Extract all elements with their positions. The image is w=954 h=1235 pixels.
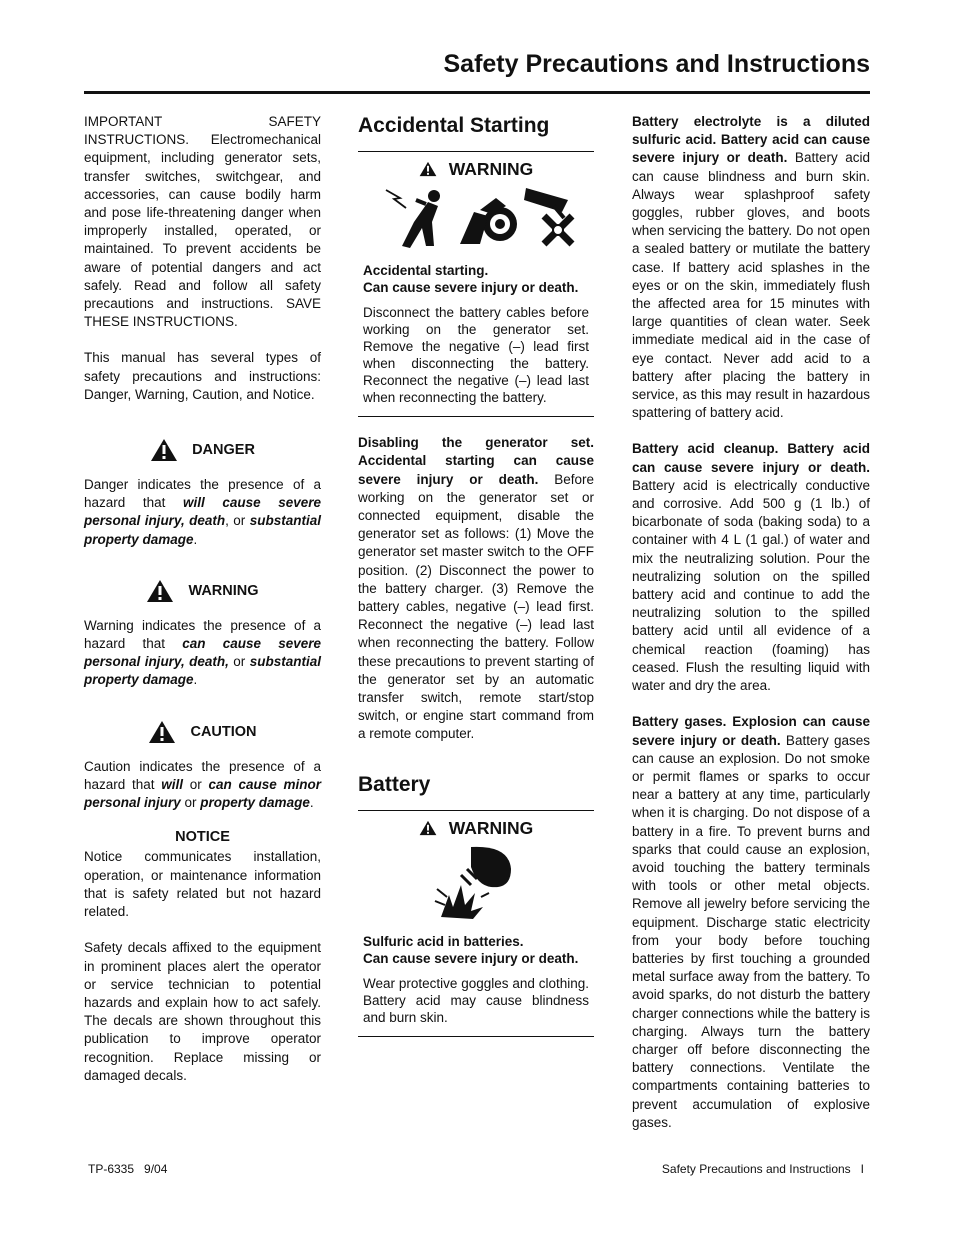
- cleanup-paragraph: Battery acid cleanup. Battery acid can cause severe injury or death. Battery acid is electrically conductive and corrosive. Add 500 g (1 lb.) of bicarbonate of soda (baking soda) to a container with 4 L (1 gal.) of water and mix the neutralizing solution. Pour the neutralizing solution on the spilled battery acid and continue to add the neutralizing solution to the spilled battery acid until all evidence of a chemical reaction (foaming) has ceased. Flush the resulting liquid with water and dry the area.: [632, 441, 870, 694]
- hazard-statement-accidental: Accidental starting. Can cause severe injury or death.: [363, 263, 579, 296]
- gases-paragraph: Battery gases. Explosion can cause severe injury or death. Battery gases can cause an explosion. Do not smoke or permit flames or sparks to occur near a battery at any time, particularly when it is charging. Do not dispose of a battery in a fire. To prevent burns and sparks that could cause an explosion, avoid touching the battery terminals with tools or other metal objects. Remove all jewelry before servicing the equipment. Discharge static electricity from your body before touching batteries by first touching a grounded metal surface away from the battery. To avoid sparks, do not disturb the battery charger connections while the battery is charging. Always turn the battery charger off before disconnecting the battery connections. Ventilate the compartments containing batteries to prevent accumulation of explosive gases.: [632, 714, 871, 1130]
- types-paragraph: This manual has several types of safety precautions and instructions: Danger, Warning, Caution, and Notice.: [84, 350, 321, 402]
- warning-triangle-icon: [150, 438, 178, 462]
- column-middle: [358, 113, 594, 1037]
- warning-triangle-icon: [148, 720, 176, 744]
- electrolyte-paragraph: Battery electrolyte is a diluted sulfuric acid. Battery acid can cause severe injury or death. Battery acid can cause blindness and burn skin. Always wear splashproof safety goggles, rubber gloves, and boots when servicing the battery. Do not open a sealed battery or mutilate the battery case. If battery acid splashes in the eyes or on the skin, immediately flush the affected area for 15 minutes with large quantities of clean water. Seek immediate medical aid in the case of eye contact. Never add acid to a battery after placing the battery in service, as this may result in hazardous spattering of battery acid.: [632, 114, 870, 421]
- warning-box-accidental: [358, 151, 594, 416]
- section-heading-accidental-starting: Accidental Starting: [358, 114, 550, 137]
- hazard-instructions-battery: Wear protective goggles and clothing. Battery acid may cause blindness and burn skin.: [363, 975, 589, 1025]
- warning-triangle-icon: [419, 820, 437, 836]
- page-title: Safety Precautions and Instructions: [443, 50, 870, 78]
- notice-paragraph: Notice communicates installation, operation, or maintenance information that is safety related but not hazard related.: [84, 849, 321, 920]
- warning-triangle-icon: [146, 579, 174, 603]
- moving-parts-icon: [460, 198, 517, 244]
- battery-explosion-icon: [431, 845, 521, 923]
- warning-triangle-icon: [419, 161, 437, 177]
- hazard-pictograms: [363, 845, 589, 923]
- hazard-pictograms: [363, 186, 589, 252]
- title-rule: [84, 91, 870, 94]
- warning-bar: WARNING: [363, 819, 589, 837]
- caution-paragraph: Caution indicates the presence of a hazard that will or can cause minor personal injury or property damage.: [84, 758, 322, 811]
- decals-paragraph: Safety decals affixed to the equipment in prominent places alert the operator or service technician to potential hazards and explain how to act safely. The decals are shown throughout this publication to improve operator recognition. Replace missing or damaged decals.: [84, 940, 321, 1083]
- column-right: [632, 113, 870, 1132]
- danger-label: DANGER: [84, 438, 321, 462]
- disabling-paragraph: Disabling the generator set. Accidental starting can cause severe injury or death. Before working on the generator set or connected equipment, disable the generator set as follows: (1) Move the generator set master switch to the OFF position. (2) Disconnect the power to the battery charger. (3) Remove the battery cables, negative (–) lead first. Reconnect the negative (–) lead last when reconnecting the battery. Follow these precautions to prevent starting of the generator set by an automatic transfer switch, remote start/stop switch, or engine start command from a remote computer.: [358, 435, 595, 742]
- footer-page-label: Safety Precautions and Instructions I: [661, 1162, 864, 1176]
- warning-paragraph: Warning indicates the presence of a hazard that can cause severe personal injury, death, or substantial property damage.: [84, 617, 322, 688]
- intro-paragraph: IMPORTANT SAFETY INSTRUCTIONS. Electromechanical equipment, including generator sets, transfer switches, switchgear, and accessories, can cause bodily harm and pose life-threatening danger when improperly installed, operated, or maintained. To prevent accidents be aware of potential dangers and act safely. Read and follow all safety precautions and instructions. SAVE THESE INSTRUCTIONS.: [84, 114, 321, 330]
- warning-box-battery: [358, 810, 594, 1036]
- hazard-statement-battery: Sulfuric acid in batteries. Can cause severe injury or death.: [363, 933, 579, 966]
- warning-bar: WARNING: [363, 160, 589, 178]
- danger-paragraph: Danger indicates the presence of a hazard that will cause severe personal injury, death, or substantial property damage.: [84, 477, 321, 547]
- warning-box-end: [358, 416, 594, 417]
- warning-label: WARNING: [84, 579, 321, 603]
- hazard-instructions-accidental: Disconnect the battery cables before working on the generator set. Remove the negative (–) lead first when disconnecting the battery. Reconnect the negative (–) lead last when reconnecting the battery.: [363, 305, 589, 406]
- footer-doc-id: TP-6335 9/04: [88, 1162, 168, 1176]
- notice-label: NOTICE: [175, 829, 230, 846]
- fan-hazard-icon: [524, 188, 572, 244]
- warning-box-end: [358, 1036, 594, 1037]
- section-heading-battery: Battery: [358, 772, 431, 796]
- electrocution-icon: [386, 190, 440, 248]
- caution-label: CAUTION: [84, 720, 321, 744]
- column-left: [84, 113, 321, 1085]
